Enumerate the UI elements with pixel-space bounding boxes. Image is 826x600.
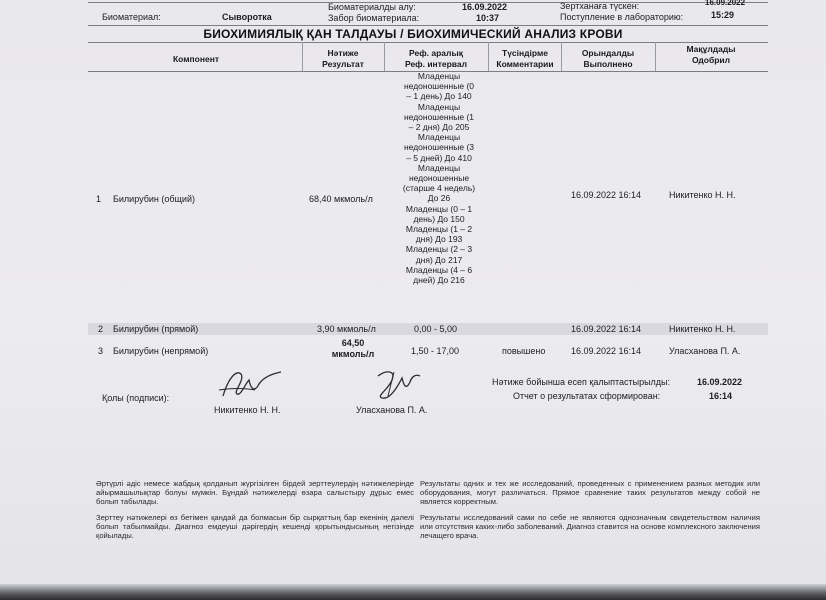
col-header-component: Компонент: [172, 54, 220, 64]
row-3-comment: повышено: [502, 346, 546, 356]
row-3-done: 16.09.2022 16:14: [571, 346, 642, 356]
row-1-ref-line: – 1 день) До 140: [406, 91, 472, 102]
row-1-ref-line: недоношенные (1: [403, 111, 475, 122]
lab-ru-label: Поступление в лабораторию:: [560, 12, 684, 22]
signatures-label: Қолы (подписи):: [102, 393, 170, 403]
col-header-result-kz: Нәтиже: [327, 48, 359, 58]
screen-edge: [0, 584, 826, 600]
sampling-date: 16.09.2022: [462, 2, 508, 12]
lab-kz-label: Зертханаға түскен:: [560, 1, 640, 11]
row-1-ref-line: недоношенные (3: [403, 142, 475, 153]
row-2-ref: 0,00 - 5,00: [414, 324, 458, 334]
row-1-ref-line: дня) До 217: [415, 254, 463, 265]
table-top-line: [88, 42, 768, 43]
signature-ulaskhanova-graphic: [372, 366, 422, 404]
row-1-ref-line: Младенцы: [417, 101, 461, 112]
note-kz-2: Зерттеу нәтижелері өз бетімен қандай да болмасын бір сырқаттың бар екенінің дәлелі болып табылмайды. Диагноз емдеуші дәрігердің кешенді қорытындысының негізінде қойылады.: [96, 513, 414, 541]
row-2-component: Билирубин (прямой): [113, 324, 199, 334]
row-1-ref-line: – 2 дня) До 205: [408, 122, 470, 133]
row-3-approved: Уласханова П. А.: [669, 346, 741, 356]
row-1-ref-line: Младенцы: [417, 132, 461, 143]
col-header-approved-kz: Мақұлдады: [686, 44, 736, 54]
row-1-ref-line: Младенцы (2 – 3: [405, 244, 473, 255]
col-header-ref-ru: Реф. интервал: [404, 59, 468, 69]
lab-time: 15:29: [711, 10, 735, 20]
col-header-ref-kz: Реф. аралық: [409, 48, 463, 58]
row-1-ref-line: дня) До 193: [415, 234, 463, 245]
row-3-result-unit: мкмоль/л: [331, 349, 375, 359]
row-1-ref-line: недоношенные: [408, 173, 470, 184]
biomaterial-value: Сыворотка: [222, 12, 272, 22]
row-1-done: 16.09.2022 16:14: [571, 190, 642, 200]
sampling-ru-label: Забор биоматериала:: [328, 13, 420, 23]
row-1-ref-line: дней) До 216: [413, 275, 465, 286]
report-formed-time: 16:14: [709, 391, 733, 401]
lab-date: 16.09.2022: [705, 0, 746, 7]
signer-1-name: Никитенко Н. Н.: [214, 405, 281, 415]
signer-2-name: Уласханова П. А.: [356, 405, 428, 415]
row-1-result: 68,40 мкмоль/л: [309, 194, 373, 204]
row-3-component: Билирубин (непрямой): [113, 346, 209, 356]
row-1-ref-line: До 26: [427, 193, 451, 204]
row-1-ref-line: Младенцы: [417, 71, 461, 81]
row-1-ref-line: Младенцы (0 – 1: [405, 203, 473, 214]
signature-nikitenko-graphic: [215, 366, 285, 406]
note-ru-2: Результаты исследований сами по себе не являются однозначным свидетельством наличия или отсутствия каких-либо заболеваний. Диагноз ставится на основе комплексного заключения лечащего врача.: [420, 513, 760, 541]
col-header-approved-ru: Одобрил: [691, 55, 731, 65]
row-3-num: 3: [98, 346, 104, 356]
report-title: БИОХИМИЯЛЫҚ ҚАН ТАЛДАУЫ / БИОХИМИЧЕСКИЙ АНАЛИЗ КРОВИ: [203, 27, 623, 41]
row-1-ref-line: Младенцы (1 – 2: [405, 224, 473, 235]
row-1-ref-line: день) До 150: [413, 213, 465, 224]
row-1-num: 1: [96, 194, 102, 204]
note-kz-1: Әртүрлі әдіс немесе жабдық қолданып жүргізілген бірдей зерттеулердің нәтижелерінде айырмашылықтар болуы мүмкін. Бұндай нәтижелерді өзара салыстыру дұрыс емес болып табылады.: [96, 479, 414, 507]
sampling-time: 10:37: [476, 13, 500, 23]
col-header-done-kz: Орындалды: [581, 48, 635, 58]
row-3-result-value: 64,50: [341, 338, 365, 348]
col-header-comment-kz: Түсіндірме: [502, 48, 548, 58]
row-2-result: 3,90 мкмоль/л: [317, 324, 376, 334]
biomaterial-label: Биоматериал:: [102, 12, 161, 22]
row-1-ref-line: Младенцы: [417, 162, 461, 173]
row-1-ref-line: недоношенные (0: [403, 81, 475, 92]
col-header-result-ru: Результат: [322, 59, 364, 69]
row-1-component: Билирубин (общий): [113, 194, 195, 204]
report-formed-kz-label: Нәтиже бойынша есеп қалыптастырылды:: [492, 377, 671, 387]
col-header-done-ru: Выполнено: [583, 59, 633, 69]
row-2-num: 2: [98, 324, 104, 334]
row-1-reference-interval: [384, 71, 494, 285]
sampling-kz-label: Биоматериалды алу:: [328, 2, 416, 12]
row-2-done: 16.09.2022 16:14: [571, 324, 642, 334]
row-1-ref-line: – 5 дней) До 410: [406, 152, 472, 163]
row-3-ref: 1,50 - 17,00: [411, 346, 460, 356]
row-1-ref-line: Младенцы (4 – 6: [405, 264, 473, 275]
row-1-ref-line: (старше 4 недель): [402, 183, 476, 194]
report-formed-date: 16.09.2022: [697, 377, 743, 387]
header-divider: [88, 25, 768, 26]
row-1-approved: Никитенко Н. Н.: [669, 190, 736, 200]
col-header-comment-ru: Комментарии: [496, 59, 554, 69]
report-formed-ru-label: Отчет о результатах сформирован:: [513, 391, 661, 401]
row-2-approved: Никитенко Н. Н.: [669, 324, 736, 334]
note-ru-1: Результаты одних и тех же исследований, проведенных с применением разных методик или оборудования, могут различаться. Прямое сравнение таких результатов между собой не является корректным.: [420, 479, 760, 507]
top-border: [88, 2, 768, 3]
